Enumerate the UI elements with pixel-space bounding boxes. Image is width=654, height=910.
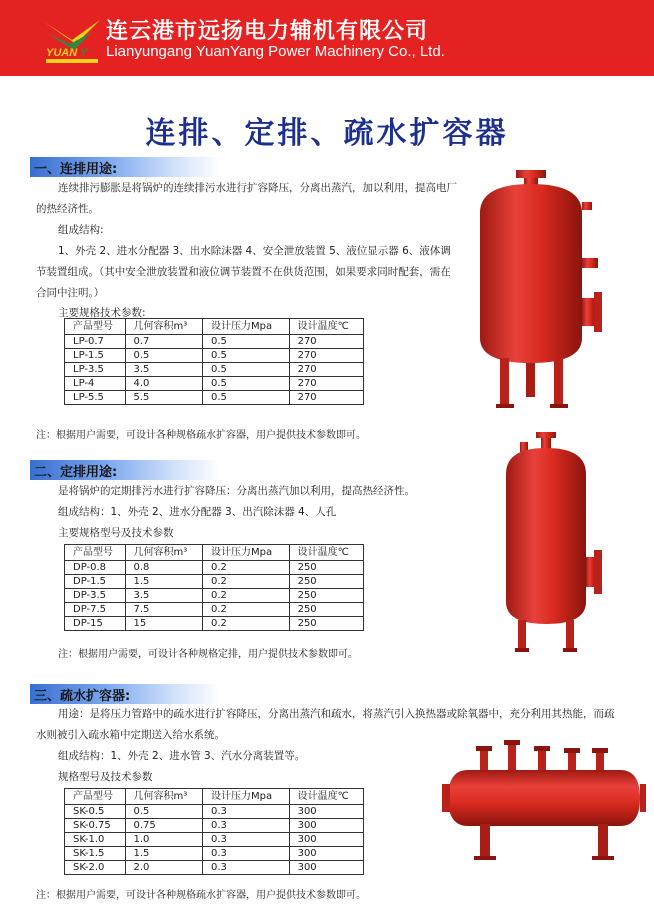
table-cell: 0.75 xyxy=(125,819,202,833)
table-cell: 3.5 xyxy=(125,363,202,377)
table-cell: 4.0 xyxy=(125,377,202,391)
section1-spec-table xyxy=(64,318,364,405)
section3-note: 注：根据用户需要，可设计各种规格疏水扩容器，用户提供技术参数即可。 xyxy=(36,890,366,901)
section1-note: 注：根据用户需要，可设计各种规格疏水扩容器，用户提供技术参数即可。 xyxy=(36,430,366,441)
table-cell: 15 xyxy=(125,617,202,631)
table-cell: 0.5 xyxy=(125,805,202,819)
company-logo xyxy=(42,14,104,66)
table-cell: 0.2 xyxy=(203,589,290,603)
table-cell: 3.5 xyxy=(125,589,202,603)
table-cell: SK-1.0 xyxy=(65,833,126,847)
section2-structure-1: 组成结构：1、外壳 2、进水分配器 3、出汽除沫器 4、人孔 xyxy=(58,506,337,518)
table-cell: 1.5 xyxy=(125,575,202,589)
table-cell: LP-3.5 xyxy=(65,363,126,377)
table-cell: 2.0 xyxy=(125,861,202,875)
table-cell: 0.3 xyxy=(203,805,290,819)
section1-desc-1: 连续排污膨胀是将锅炉的连续排污水进行扩容降压，分离出蒸汽，加以利用，提高电厂 xyxy=(58,182,457,194)
section1-heading-text: 一、连排用途: xyxy=(34,162,118,177)
table-header-cell: 几何容积m³ xyxy=(125,319,202,335)
table-cell: LP-5.5 xyxy=(65,391,126,405)
section2-note: 注：根据用户需要，可设计各种规格定排，用户提供技术参数即可。 xyxy=(58,649,358,660)
table-cell: 0.3 xyxy=(203,861,290,875)
section2-table-caption: 主要规格型号及技术参数 xyxy=(58,527,174,539)
header-banner xyxy=(0,0,654,76)
table-cell: DP-15 xyxy=(65,617,126,631)
table-cell: 300 xyxy=(289,819,363,833)
table-cell: 250 xyxy=(289,617,363,631)
table-cell: LP-4 xyxy=(65,377,126,391)
section3-desc-2: 水则被引入疏水箱中定期送入给水系统。 xyxy=(36,729,225,741)
table-row xyxy=(65,335,364,349)
table-cell: DP-3.5 xyxy=(65,589,126,603)
table-cell: 0.5 xyxy=(203,377,290,391)
table-cell: 300 xyxy=(289,833,363,847)
table-cell: 300 xyxy=(289,805,363,819)
table-cell: 300 xyxy=(289,847,363,861)
table-cell: 270 xyxy=(289,349,363,363)
section1-structure-3: 合同中注明。） xyxy=(36,287,105,299)
table-cell: 250 xyxy=(289,589,363,603)
table-header-cell: 几何容积m³ xyxy=(125,545,202,561)
continuous-blowdown-vessel-image xyxy=(470,168,610,413)
table-cell: DP-7.5 xyxy=(65,603,126,617)
table-cell: SK-0.75 xyxy=(65,819,126,833)
table-row xyxy=(65,847,364,861)
table-cell: 0.2 xyxy=(203,617,290,631)
section1-structure-2: 节装置组成。（其中安全泄放装置和液位调节装置不在供货范围，如果要求同时配套，需在 xyxy=(36,266,451,278)
table-row xyxy=(65,377,364,391)
table-cell: 270 xyxy=(289,363,363,377)
section3-desc-1: 用途：是将压力管路中的疏水进行扩容降压，分离出蒸汽和疏水，将蒸汽引入换热器或除氧器中，充分利用其热能，而疏 xyxy=(58,708,615,720)
table-cell: DP-0.8 xyxy=(65,561,126,575)
table-cell: DP-1.5 xyxy=(65,575,126,589)
table-cell: 0.5 xyxy=(125,349,202,363)
section3-spec-table xyxy=(64,788,364,875)
company-name-cn: 连云港市远扬电力辅机有限公司 xyxy=(106,19,429,44)
table-cell: 0.2 xyxy=(203,603,290,617)
table-cell: LP-0.7 xyxy=(65,335,126,349)
company-name-en: Lianyungang YuanYang Power Machinery Co., Ltd. xyxy=(106,43,445,60)
table-cell: 1.5 xyxy=(125,847,202,861)
table-header-cell: 产品型号 xyxy=(65,319,126,335)
table-cell: 270 xyxy=(289,377,363,391)
svg-text:Y: Y xyxy=(80,47,88,59)
section1-table-caption: 主要规格技术参数: xyxy=(58,307,146,319)
table-cell: 5.5 xyxy=(125,391,202,405)
table-header-cell: 设计压力Mpa xyxy=(203,789,290,805)
table-cell: SK-2.0 xyxy=(65,861,126,875)
table-header-row xyxy=(65,545,364,561)
table-row xyxy=(65,589,364,603)
table-cell: 0.3 xyxy=(203,847,290,861)
table-cell: 0.5 xyxy=(203,363,290,377)
table-row xyxy=(65,819,364,833)
table-header-cell: 产品型号 xyxy=(65,545,126,561)
table-header-cell: 设计温度℃ xyxy=(289,545,363,561)
section2-heading xyxy=(30,460,220,480)
section2-spec-table xyxy=(64,544,364,631)
table-row xyxy=(65,617,364,631)
table-row xyxy=(65,805,364,819)
table-header-cell: 设计压力Mpa xyxy=(203,545,290,561)
periodic-blowdown-vessel-image xyxy=(498,432,608,657)
section1-structure-label: 组成结构: xyxy=(58,224,104,236)
table-cell: 1.0 xyxy=(125,833,202,847)
table-row xyxy=(65,833,364,847)
table-cell: 0.8 xyxy=(125,561,202,575)
section2-heading-text: 二、定排用途: xyxy=(34,465,118,480)
table-header-cell: 设计压力Mpa xyxy=(203,319,290,335)
drain-flash-tank-image xyxy=(440,736,648,866)
table-row xyxy=(65,391,364,405)
section2-desc-1: 是将锅炉的定期排污水进行扩容降压：分离出蒸汽加以利用，提高热经济性。 xyxy=(58,485,415,497)
section1-desc-2: 的热经济性。 xyxy=(36,203,99,215)
section3-table-caption: 规格型号及技术参数 xyxy=(58,771,153,783)
table-row xyxy=(65,363,364,377)
table-cell: 0.2 xyxy=(203,561,290,575)
section3-structure-1: 组成结构：1、外壳 2、进水管 3、汽水分离装置等。 xyxy=(58,750,306,762)
table-cell: 270 xyxy=(289,335,363,349)
section3-heading xyxy=(30,684,220,704)
table-cell: 270 xyxy=(289,391,363,405)
table-row xyxy=(65,575,364,589)
table-cell: 0.3 xyxy=(203,819,290,833)
table-header-cell: 几何容积m³ xyxy=(125,789,202,805)
table-cell: 250 xyxy=(289,561,363,575)
table-cell: 0.2 xyxy=(203,575,290,589)
section3-heading-text: 三、疏水扩容器: xyxy=(34,689,131,704)
section1-heading xyxy=(30,157,220,177)
svg-text:YUAN: YUAN xyxy=(46,47,78,59)
table-header-cell: 设计温度℃ xyxy=(289,789,363,805)
table-cell: 300 xyxy=(289,861,363,875)
table-row xyxy=(65,603,364,617)
table-row xyxy=(65,861,364,875)
table-header-row xyxy=(65,789,364,805)
table-cell: 0.5 xyxy=(203,335,290,349)
table-row xyxy=(65,349,364,363)
table-header-cell: 设计温度℃ xyxy=(289,319,363,335)
table-cell: SK-1.5 xyxy=(65,847,126,861)
section1-structure-1: 1、外壳 2、进水分配器 3、出水除沫器 4、安全泄放装置 5、液位显示器 6、液体调 xyxy=(58,245,451,257)
table-cell: 250 xyxy=(289,603,363,617)
table-cell: 0.3 xyxy=(203,833,290,847)
page-title: 连排、定排、疏水扩容器 xyxy=(145,116,509,151)
table-cell: 0.5 xyxy=(203,349,290,363)
table-cell: LP-1.5 xyxy=(65,349,126,363)
table-cell: 7.5 xyxy=(125,603,202,617)
table-cell: 0.5 xyxy=(203,391,290,405)
table-cell: SK-0.5 xyxy=(65,805,126,819)
table-header-row xyxy=(65,319,364,335)
table-header-cell: 产品型号 xyxy=(65,789,126,805)
table-cell: 0.7 xyxy=(125,335,202,349)
table-row xyxy=(65,561,364,575)
table-cell: 250 xyxy=(289,575,363,589)
